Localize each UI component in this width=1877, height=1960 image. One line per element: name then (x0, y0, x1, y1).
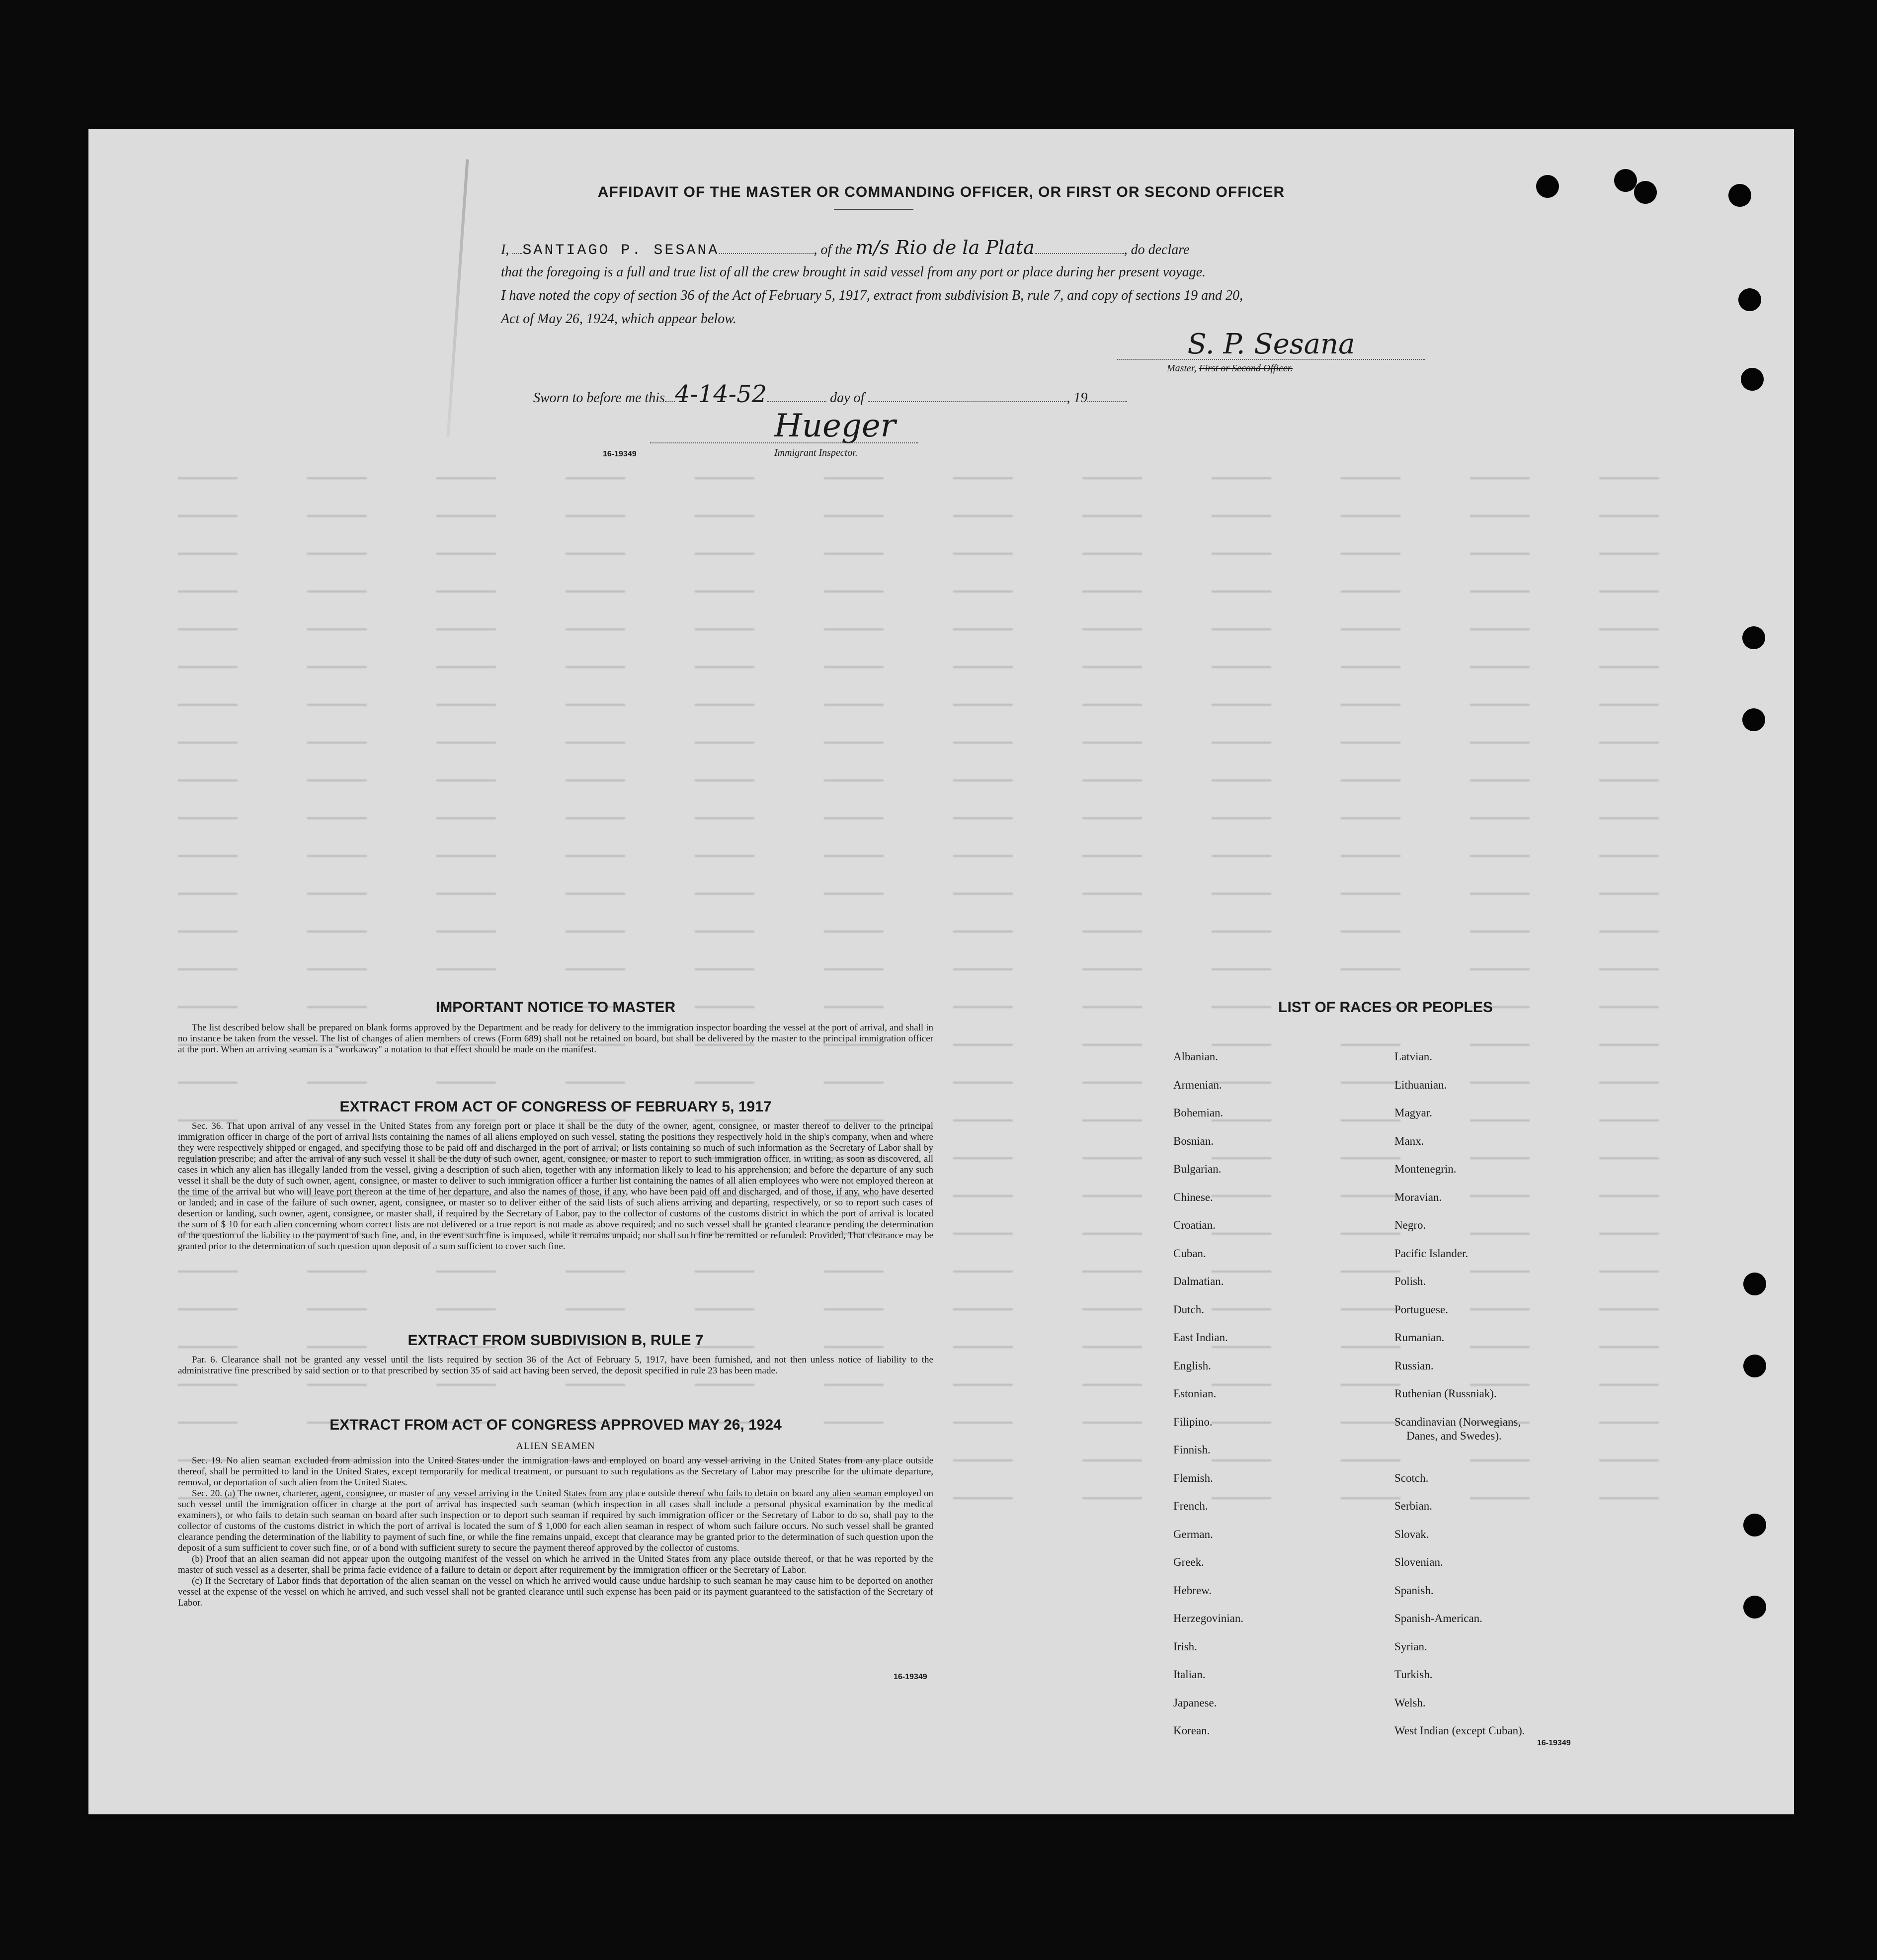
master-label: Master, (1167, 363, 1197, 374)
race-item: French. (1173, 1500, 1208, 1512)
race-item: Albanian. (1173, 1050, 1219, 1063)
document-page (88, 129, 1794, 1814)
inspector-signature: Hueger (774, 408, 896, 444)
declaration-line-3: I have noted the copy of section 36 of the Act of February 5, 1917, extract from subdivision B, rule 7, and copy of sections 19 and 20, (501, 288, 1243, 303)
form-number-right: 16-19349 (1537, 1739, 1571, 1747)
race-item: Russian. (1394, 1359, 1434, 1372)
race-item: Welsh. (1394, 1696, 1426, 1709)
race-item: Japanese. (1173, 1696, 1217, 1709)
race-item: Irish. (1173, 1640, 1197, 1653)
race-item: Moravian. (1394, 1191, 1442, 1203)
race-item: Scandinavian (Norwegians, (1394, 1415, 1521, 1428)
section-36-paragraph: Sec. 36. That upon arrival of any vessel in the United States from any foreign port or place it shall be the duty of the owner, agent, consignee, or master thereof to deliver to the principal immigration officer in charge of the port of arrival lists containing the names of all aliens employed on such vessel, stating the positions they respectively hold in the ship's company, when and where they were respectively shipped or engaged, and specifying those to be paid off and discharged in the port of arrival; or lists containing so much of such information as the Secretary of Labor shall by regulation prescribe; and after the arrival of any such vessel it shall be the duty of such owner, agent, consignee, or master to report to such immigration officer, in writing, as soon as discovered, all cases in which any alien has illegally landed from the vessel, giving a description of such alien, together with any information likely to lead to his apprehension; and before the departure of any such vessel it shall be the duty of such owner, agent, consignee, or master to deliver to such immigration officer a further list containing the names of all alien employees who were not employed thereon at the time of the arrival but who will leave port thereon at the time of her departure, and also the names of those, if any, who have been paid off and discharged, and of those, if any, who have deserted or landed; and in case of the failure of such owner, agent, consignee, or master so to deliver either of the said lists of such aliens arriving and departing, respectively, or so to report such cases of desertion or landing, such owner, agent, consignee, or master shall, if required by the Secretary of Labor, pay to the collector of customs of the customs district in which the port of arrival is located the sum of $ 10 for each alien concerning whom correct lists are not delivered or a true report is not made as above required; and no such vessel shall be granted clearance pending the determination of the question of the liability to the payment of such fine, and, in the event such fine is imposed, while it remains unpaid; nor shall such fine be remitted or refunded: Provided, That clearance may be granted prior to the determination of such question upon deposit of a sum sufficient to cover such fine. (178, 1121, 933, 1252)
race-item: Lithuanian. (1394, 1078, 1447, 1091)
race-item: Herzegovinian. (1173, 1612, 1244, 1624)
section-20a-paragraph: Sec. 20. (a) The owner, charterer, agent, consignee, or master of any vessel arriving in the United States from any place outside thereof who fails to detain on board any alien seaman employed on such vessel until the immigration officer in charge at the port of arrival has inspected such seaman (which inspection in all cases shall include a personal physical examination by the medical examiners), or who fails to detain such seaman on board after such inspection or to deport such seaman if required by such immigration officer or the Secretary of Labor to do so, shall pay to the collector of customs of the customs district in which the port of arrival is located the sum of $ 1,000 for each alien seaman in respect of whom such failure occurs. No such vessel shall be granted clearance pending the determination of the liability to payment of such fine, or while the fine remains unpaid, except that clearance may be granted prior to the determination of such question upon the deposit of a sum sufficient to cover such fine, or of a bond with sufficient surety to secure the payment thereof approved by the collector of customs. (178, 1488, 933, 1553)
sworn-line (533, 380, 1127, 408)
sworn-prefix: Sworn to before me this (533, 390, 665, 406)
race-item: Croatian. (1173, 1219, 1216, 1231)
declaration-line-4: Act of May 26, 1924, which appear below. (501, 311, 736, 327)
form-number-top: 16-19349 (603, 450, 637, 458)
race-item: Latvian. (1394, 1050, 1432, 1063)
race-item: English. (1173, 1359, 1212, 1372)
race-item: Ruthenian (Russniak). (1394, 1387, 1497, 1400)
race-item: Slovenian. (1394, 1556, 1443, 1568)
i-label: I, (501, 242, 509, 257)
extract-1917-text (178, 1121, 933, 1252)
race-item: Armenian. (1173, 1078, 1222, 1091)
form-number-left: 16-19349 (894, 1673, 927, 1681)
of-the-label: , of the (814, 242, 852, 257)
punch-hole (1743, 1355, 1766, 1377)
race-item: Greek. (1173, 1556, 1204, 1568)
race-item: Spanish-American. (1394, 1612, 1482, 1624)
declaration-line-2: that the foregoing is a full and true list of all the crew brought in said vessel from any port or place during her present voyage. (501, 264, 1206, 280)
race-item: Bulgarian. (1173, 1163, 1222, 1175)
race-item: Dalmatian. (1173, 1275, 1224, 1287)
punch-hole (1742, 708, 1765, 731)
rule-7-paragraph: Par. 6. Clearance shall not be granted any vessel until the lists required by section 36 of the Act of February 5, 1917, have been furnished, and not then unless notice of liability to the administrative fine prescribed by said section or to that prescribed by section 35 of said act having been served, the deposit specified in rule 23 has been made. (178, 1355, 933, 1376)
race-item: Serbian. (1394, 1500, 1433, 1512)
race-item: Korean. (1173, 1724, 1210, 1737)
extract-1924-text (178, 1455, 933, 1609)
race-item: Cuban. (1173, 1247, 1206, 1260)
punch-hole (1741, 368, 1764, 391)
race-item: Negro. (1394, 1219, 1426, 1231)
races-column-1 (1173, 1050, 1243, 1753)
inspector-label: Immigrant Inspector. (774, 447, 858, 458)
punch-hole (1738, 288, 1761, 311)
paper-crease (446, 159, 469, 437)
races-heading: LIST OF RACES OR PEOPLES (1278, 999, 1493, 1016)
race-item: German. (1173, 1528, 1213, 1540)
race-item: Chinese. (1173, 1191, 1213, 1203)
race-item: Spanish. (1394, 1584, 1434, 1597)
race-item: Slovak. (1394, 1528, 1429, 1540)
title-underline (834, 209, 913, 210)
section-20b-paragraph: (b) Proof that an alien seaman did not appear upon the outgoing manifest of the vessel on which he arrived in the United States from any place outside thereof, or that he was reported by the master of such vessel as a deserter, shall be prima facie evidence of a failure to detain or deport after requirement by the immigration officer or the Secretary of Labor. (178, 1554, 933, 1575)
signature-caption (1167, 363, 1293, 374)
sworn-date-field: 4-14-52 (674, 380, 767, 408)
master-name-field: SANTIAGO P. SESANA (522, 242, 720, 259)
race-item: Filipino. (1173, 1415, 1213, 1428)
extract-1924-heading: EXTRACT FROM ACT OF CONGRESS APPROVED MAY 26, 1924 (329, 1417, 782, 1433)
notice-paragraph: The list described below shall be prepared on blank forms approved by the Department and be ready for delivery to the immigration inspector boarding the vessel at the port of arrival, and shall in no instance be taken from the vessel. The list of changes of alien members of crews (Form 689) shall not be retained on board, but shall be delivered by the master to the principal immigration officer at the port. When an arriving seaman is a "workaway" a notation to that effect should be made on the manifest. (178, 1023, 933, 1055)
race-item: Danes, and Swedes). (1406, 1429, 1502, 1442)
race-item: Polish. (1394, 1275, 1426, 1287)
punch-hole (1742, 626, 1765, 649)
race-item: Syrian. (1394, 1640, 1427, 1653)
race-item: Hebrew. (1173, 1584, 1212, 1597)
race-item: Rumanian. (1394, 1331, 1445, 1344)
race-item: East Indian. (1173, 1331, 1228, 1344)
subdivision-b-text (178, 1355, 933, 1376)
master-signature: S. P. Sesana (1187, 328, 1355, 360)
alien-seamen-subheading: ALIEN SEAMEN (516, 1441, 595, 1451)
year-prefix: , 19 (1066, 390, 1088, 406)
subdivision-b-heading: EXTRACT FROM SUBDIVISION B, RULE 7 (408, 1332, 704, 1349)
notice-text (178, 1023, 933, 1055)
affidavit-title: AFFIDAVIT OF THE MASTER OR COMMANDING OFFICER, OR FIRST OR SECOND OFFICER (597, 184, 1285, 200)
race-item: Italian. (1173, 1668, 1206, 1681)
race-item: Dutch. (1173, 1303, 1204, 1316)
race-item: Finnish. (1173, 1444, 1211, 1456)
race-item: Portuguese. (1394, 1303, 1448, 1316)
race-item: Bohemian. (1173, 1107, 1224, 1119)
punch-hole (1743, 1596, 1766, 1619)
punch-hole (1743, 1514, 1766, 1536)
punch-hole (1743, 1273, 1766, 1295)
race-item: Montenegrin. (1394, 1163, 1457, 1175)
signature-line (1117, 359, 1425, 360)
race-item: Estonian. (1173, 1387, 1217, 1400)
inspector-signature-line (650, 442, 918, 443)
race-item: Pacific Islander. (1394, 1247, 1469, 1260)
race-item: Flemish. (1173, 1471, 1213, 1484)
section-19-paragraph: Sec. 19. No alien seaman excluded from admission into the United States under the immigration laws and employed on board any vessel arriving in the United States from any place outside thereof, shall be permitted to land in the United States, except temporarily for medical treatment, or pursuant to such regulations as the Secretary of Labor may prescribe for the ultimate departure, removal, or deportation of such alien from the United States. (178, 1455, 933, 1488)
vessel-name-field: m/s Rio de la Plata (855, 237, 1035, 258)
day-of-label: day of (830, 390, 865, 406)
race-item: Bosnian. (1173, 1134, 1214, 1147)
struck-officer-label: First or Second Officer. (1199, 363, 1293, 374)
races-column-2 (1394, 1050, 1525, 1753)
race-item: Scotch. (1394, 1471, 1429, 1484)
section-20c-paragraph: (c) If the Secretary of Labor finds that deportation of the alien seaman on the vessel on which he arrived would cause undue hardship to such seaman he may cause him to be deported on another vessel at the expense of the vessel on which he arrived, and such vessel shall not be granted clearance until such expense has been paid or its payment guaranteed to the satisfaction of the Secretary of Labor. (178, 1576, 933, 1608)
extract-1917-heading: EXTRACT FROM ACT OF CONGRESS OF FEBRUARY 5, 1917 (339, 1099, 772, 1115)
race-item: Turkish. (1394, 1668, 1433, 1681)
race-item: Magyar. (1394, 1107, 1433, 1119)
declaration-line-1 (501, 236, 1564, 262)
do-declare-label: , do declare (1124, 242, 1190, 257)
race-item: West Indian (except Cuban). (1394, 1724, 1525, 1737)
notice-heading: IMPORTANT NOTICE TO MASTER (435, 999, 676, 1016)
race-item: Manx. (1394, 1134, 1424, 1147)
